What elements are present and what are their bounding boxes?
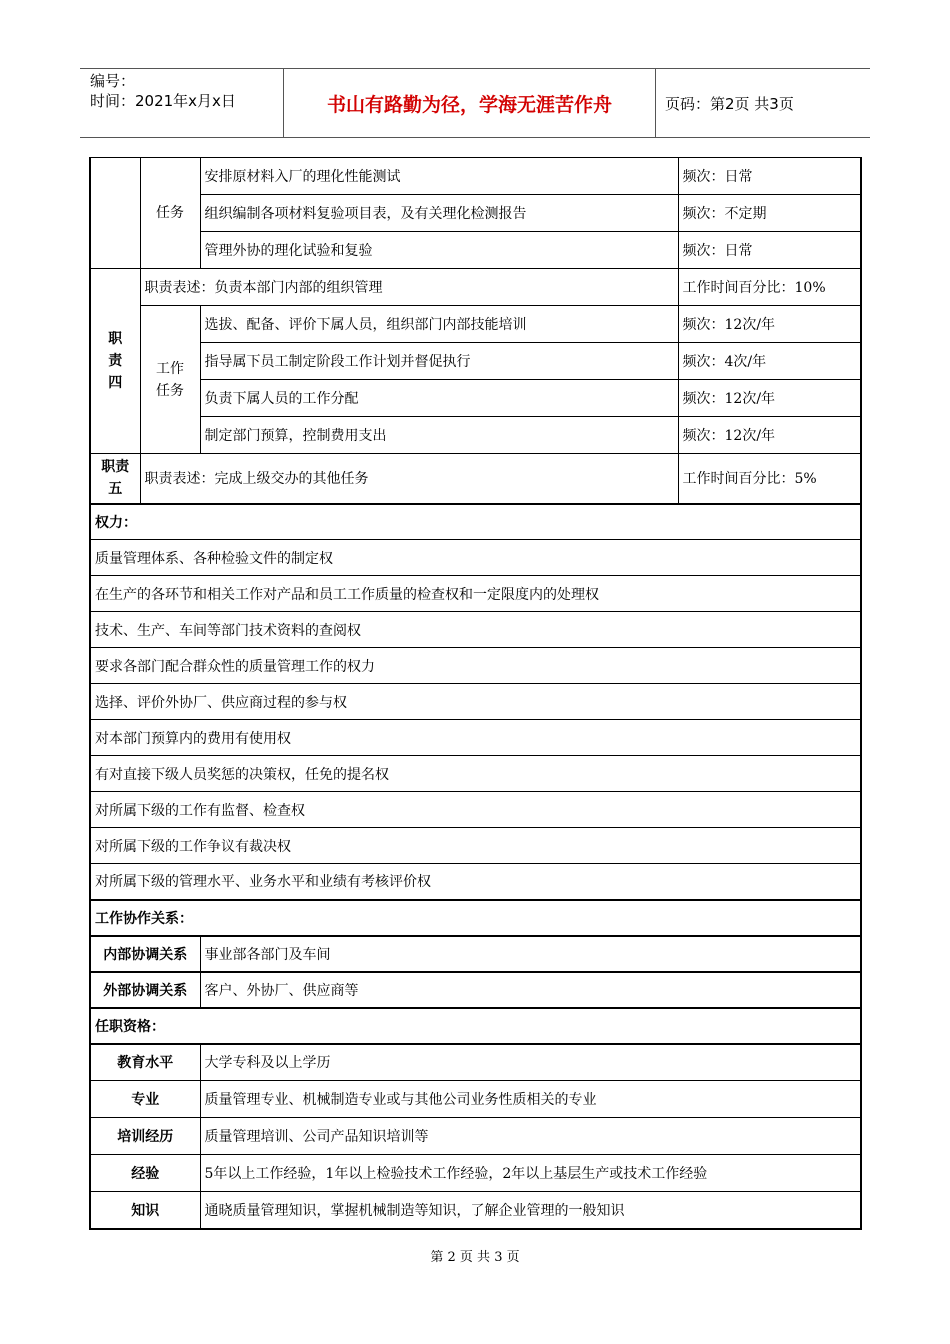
duty3-task-row [90, 232, 861, 269]
authority-row [90, 648, 861, 684]
header-page-info: 页码：第2页 共3页 [665, 94, 794, 113]
authority-item: 技术、生产、车间等部门技术资料的查阅权 [90, 612, 861, 648]
duty3-task-freq: 频次：不定期 [678, 195, 861, 232]
duty4-task-row [90, 417, 861, 454]
qualification-value: 质量管理培训、公司产品知识培训等 [200, 1118, 861, 1155]
qualification-row [90, 1155, 861, 1192]
duty4-statement-row [90, 269, 861, 306]
duty4-task-text: 制定部门预算，控制费用支出 [200, 417, 678, 454]
external-relation-row [90, 972, 861, 1008]
duty3-task-label: 任务 [140, 158, 200, 269]
authority-row [90, 684, 861, 720]
relations-title-row [90, 900, 861, 936]
duty3-task-text: 管理外协的理化试验和复验 [200, 232, 678, 269]
duty5-label: 职责 五 [90, 454, 140, 504]
external-relation-value: 客户、外协厂、供应商等 [200, 972, 861, 1008]
internal-relation-value: 事业部各部门及车间 [200, 936, 861, 972]
qualifications-title: 任职资格： [90, 1008, 861, 1044]
qualification-label: 经验 [90, 1155, 200, 1192]
qualification-value: 质量管理专业、机械制造专业或与其他公司业务性质相关的专业 [200, 1081, 861, 1118]
authority-row [90, 792, 861, 828]
authority-item: 质量管理体系、各种检验文件的制定权 [90, 540, 861, 576]
external-relation-label: 外部协调关系 [90, 972, 200, 1008]
qualification-label: 培训经历 [90, 1118, 200, 1155]
page-header [80, 68, 870, 138]
authority-row [90, 720, 861, 756]
header-meta [90, 71, 280, 135]
duty4-task-freq: 频次：12次/年 [678, 417, 861, 454]
duty4-task-text: 选拔、配备、评价下属人员，组织部门内部技能培训 [200, 306, 678, 343]
header-divider [655, 69, 656, 137]
duty3-task-text: 安排原材料入厂的理化性能测试 [200, 158, 678, 195]
duty4-task-text: 指导属下员工制定阶段工作计划并督促执行 [200, 343, 678, 380]
qualification-label: 教育水平 [90, 1044, 200, 1081]
duty5-statement: 职责表述：完成上级交办的其他任务 [140, 454, 678, 504]
authority-title-row [90, 504, 861, 540]
relations-title: 工作协作关系： [90, 900, 861, 936]
authority-row [90, 612, 861, 648]
qualification-label: 知识 [90, 1192, 200, 1229]
qualification-value: 5年以上工作经验，1年以上检验技术工作经验，2年以上基层生产或技术工作经验 [200, 1155, 861, 1192]
duty4-task-freq: 频次：12次/年 [678, 306, 861, 343]
internal-relation-label: 内部协调关系 [90, 936, 200, 972]
authority-row [90, 756, 861, 792]
authority-row [90, 828, 861, 864]
duty3-task-freq: 频次：日常 [678, 232, 861, 269]
authority-item: 要求各部门配合群众性的质量管理工作的权力 [90, 648, 861, 684]
qualification-value: 大学专科及以上学历 [200, 1044, 861, 1081]
duty3-label-cell [90, 158, 140, 269]
authority-item: 有对直接下级人员奖惩的决策权，任免的提名权 [90, 756, 861, 792]
duty4-task-row [90, 343, 861, 380]
authority-item: 选择、评价外协厂、供应商过程的参与权 [90, 684, 861, 720]
authority-item: 对所属下级的管理水平、业务水平和业绩有考核评价权 [90, 864, 861, 900]
qualification-row [90, 1044, 861, 1081]
authority-row [90, 540, 861, 576]
authority-item: 在生产的各环节和相关工作对产品和员工工作质量的检查权和一定限度内的处理权 [90, 576, 861, 612]
duty4-task-freq: 频次：4次/年 [678, 343, 861, 380]
qualification-row [90, 1118, 861, 1155]
page-footer: 第 2 页 共 3 页 [430, 1250, 520, 1265]
duty4-label: 职 责 四 [90, 269, 140, 454]
qualification-value: 通晓质量管理知识，掌握机械制造等知识，了解企业管理的一般知识 [200, 1192, 861, 1229]
duty5-time-pct: 工作时间百分比：5% [678, 454, 861, 504]
duty4-time-pct: 工作时间百分比：10% [678, 269, 861, 306]
authority-item: 对所属下级的工作有监督、检查权 [90, 792, 861, 828]
duty3-task-text: 组织编制各项材料复验项目表，及有关理化检测报告 [200, 195, 678, 232]
internal-relation-row [90, 936, 861, 972]
authority-row [90, 864, 861, 900]
header-motto: 书山有路勤为径，学海无涯苦作舟 [326, 93, 612, 116]
duty4-task-freq: 频次：12次/年 [678, 380, 861, 417]
time-label: 时间：2021年x月x日 [90, 92, 236, 110]
duty4-task-label: 工作 任务 [140, 306, 200, 454]
duty3-task-freq: 频次：日常 [678, 158, 861, 195]
duty4-task-text: 负责下属人员的工作分配 [200, 380, 678, 417]
job-description-table [89, 157, 862, 1230]
duty3-task-row [90, 158, 861, 195]
authority-item: 对本部门预算内的费用有使用权 [90, 720, 861, 756]
authority-row [90, 576, 861, 612]
qualifications-title-row [90, 1008, 861, 1044]
duty4-statement: 职责表述：负责本部门内部的组织管理 [140, 269, 678, 306]
qualification-row [90, 1081, 861, 1118]
duty5-row [90, 454, 861, 504]
duty3-task-row [90, 195, 861, 232]
code-label: 编号： [90, 72, 136, 90]
qualification-label: 专业 [90, 1081, 200, 1118]
qualification-row [90, 1192, 861, 1229]
authority-title: 权力： [90, 504, 861, 540]
duty4-task-row [90, 380, 861, 417]
duty4-task-row [90, 306, 861, 343]
authority-item: 对所属下级的工作争议有裁决权 [90, 828, 861, 864]
